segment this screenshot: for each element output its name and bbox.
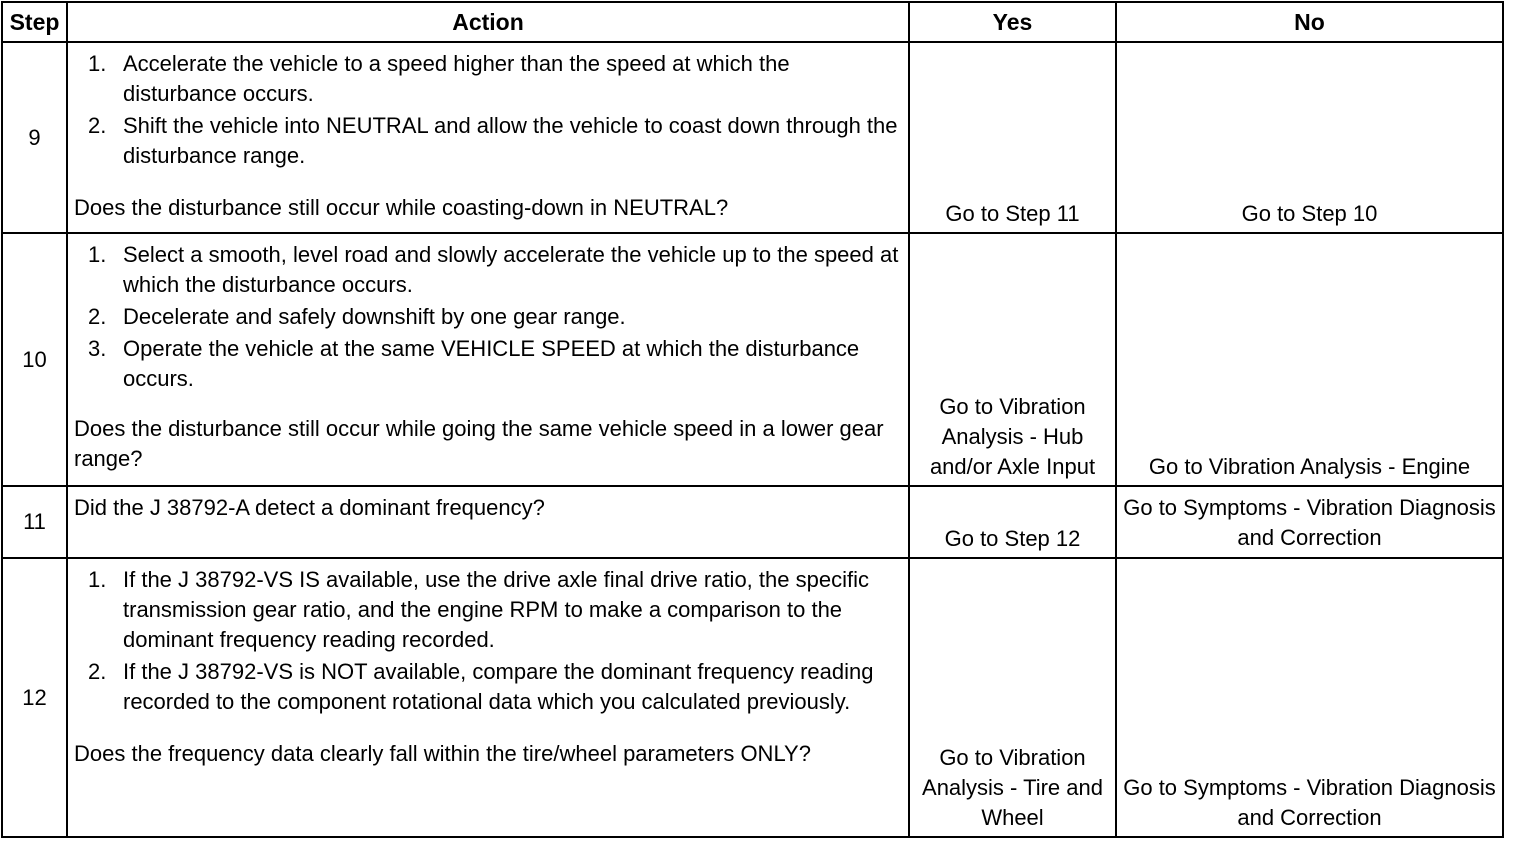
- step-number: 10: [2, 233, 67, 486]
- list-item: 2. If the J 38792-VS is NOT available, compare the dominant frequency reading recorded to the component rotational data which you calculated previously.: [88, 659, 874, 714]
- list-item-text: Operate the vehicle at the same VEHICLE SPEED at which the disturbance occurs.: [123, 336, 860, 391]
- yes-result: Go to Step 11: [909, 42, 1116, 233]
- list-item-text: Decelerate and safely downshift by one gear range.: [123, 304, 626, 329]
- action-cell: [67, 486, 909, 558]
- step-number: 11: [2, 486, 67, 558]
- no-result: Go to Vibration Analysis - Engine: [1116, 233, 1503, 486]
- step-number: 9: [2, 42, 67, 233]
- action-cell: [67, 558, 909, 837]
- question-text: Does the disturbance still occur while coasting-down in NEUTRAL?: [74, 195, 729, 220]
- action-cell: [67, 233, 909, 486]
- header-yes: Yes: [909, 2, 1116, 42]
- list-item: 1. Select a smooth, level road and slowly accelerate the vehicle up to the speed at which the disturbance occurs.: [88, 242, 899, 297]
- table-row: [2, 42, 1503, 233]
- header-row: [2, 2, 1503, 42]
- action-list: [74, 565, 904, 717]
- list-item: 1. Accelerate the vehicle to a speed higher than the speed at which the disturbance occurs.: [88, 51, 790, 106]
- question-text: Did the J 38792-A detect a dominant frequency?: [74, 495, 545, 520]
- no-result: Go to Step 10: [1116, 42, 1503, 233]
- table-row: [2, 486, 1503, 558]
- list-item-text: If the J 38792-VS is NOT available, compare the dominant frequency reading recorded to the component rotational data which you calculated previously.: [123, 659, 874, 714]
- action-cell: [67, 42, 909, 233]
- no-result: Go to Symptoms - Vibration Diagnosis and Correction: [1116, 486, 1503, 558]
- step-number: 12: [2, 558, 67, 837]
- action-list: [74, 240, 904, 394]
- list-item: 1. If the J 38792-VS IS available, use the drive axle final drive ratio, the specific transmission gear ratio, and the engine RPM to make a comparison to the dominant frequency reading recorded.: [88, 567, 869, 652]
- no-result: Go to Symptoms - Vibration Diagnosis and Correction: [1116, 558, 1503, 837]
- question-text: Does the frequency data clearly fall within the tire/wheel parameters ONLY?: [74, 741, 811, 766]
- list-item-text: Select a smooth, level road and slowly accelerate the vehicle up to the speed at which the disturbance occurs.: [123, 242, 899, 297]
- yes-result: Go to Vibration Analysis - Tire and Wheel: [909, 558, 1116, 837]
- yes-result: Go to Vibration Analysis - Hub and/or Axle Input: [909, 233, 1116, 486]
- diagnostic-table: [1, 1, 1504, 838]
- action-list: [74, 49, 904, 171]
- header-step: Step: [2, 2, 67, 42]
- yes-result: Go to Step 12: [909, 486, 1116, 558]
- header-no: No: [1116, 2, 1503, 42]
- list-item: 2. Shift the vehicle into NEUTRAL and allow the vehicle to coast down through the disturbance range.: [88, 113, 898, 168]
- table-row: [2, 558, 1503, 837]
- list-item: 3. Operate the vehicle at the same VEHICLE SPEED at which the disturbance occurs.: [88, 336, 860, 391]
- list-item-text: Accelerate the vehicle to a speed higher than the speed at which the disturbance occurs.: [123, 51, 790, 106]
- list-item-text: Shift the vehicle into NEUTRAL and allow the vehicle to coast down through the disturbance range.: [123, 113, 898, 168]
- table-row: [2, 233, 1503, 486]
- question-text: Does the disturbance still occur while going the same vehicle speed in a lower gear range?: [74, 416, 884, 471]
- list-item-text: If the J 38792-VS IS available, use the drive axle final drive ratio, the specific transmission gear ratio, and the engine RPM to make a comparison to the dominant frequency reading recorded.: [123, 567, 869, 652]
- list-item: 2. Decelerate and safely downshift by one gear range.: [88, 304, 626, 329]
- header-action: Action: [67, 2, 909, 42]
